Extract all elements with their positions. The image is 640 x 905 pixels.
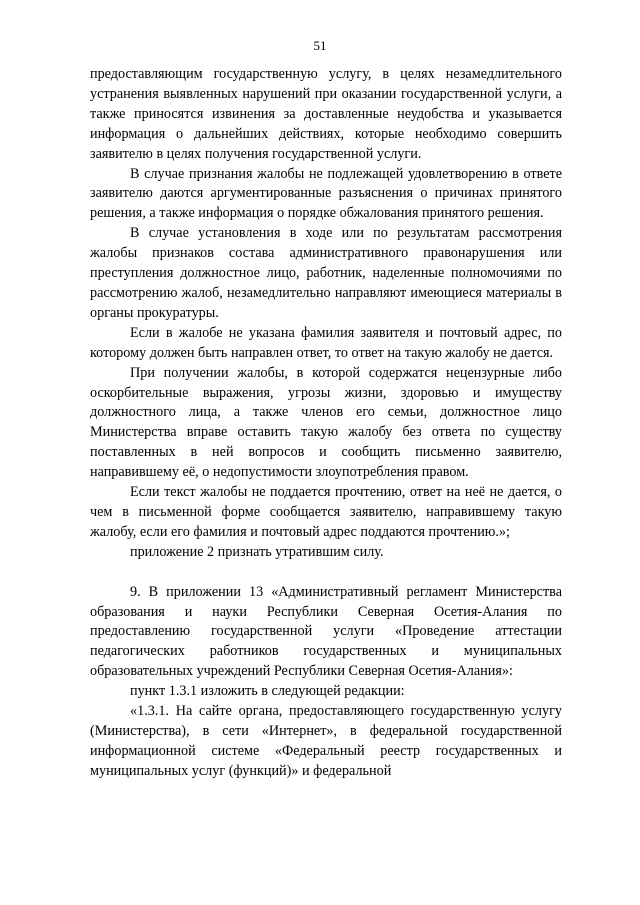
paragraph: Если текст жалобы не поддается прочтению, ответ на неё не дается, о чем в письменной форме сообщается заявителю, направившему такую жалобу, если его фамилия и почтовый адрес поддаются прочтению.»;	[90, 484, 562, 540]
paragraph: В случае признания жалобы не подлежащей удовлетворению в ответе заявителю даются аргументированные разъяснения о причинах принятого решения, а также информация о порядке обжалования принятого решения.	[90, 165, 562, 222]
paragraph-continuation: предоставляющим государственную услугу, в целях незамедлительного устранения выявленных нарушений при оказании государственной услуги, а также приносятся извинения за доставленные неудобства и указывается информация о дальнейших действиях, которые необходимо совершить заявителю в целях получения государственной услуги.	[90, 66, 562, 162]
paragraph: пункт 1.3.1 изложить в следующей редакции:	[130, 683, 405, 700]
paragraph: приложение 2 признать утратившим силу.	[130, 543, 384, 560]
body-text	[90, 65, 562, 782]
paragraph-item-9: 9. В приложении 13 «Административный регламент Министерства образования и науки Республики Северная Осетия-Алания по предоставлению государственной услуги «Проведение аттестации педагогических работников государственных и муниципальных образовательных учреждений Республики Северная Осетия-Алания»:	[90, 583, 562, 680]
page-number: 51	[313, 38, 327, 53]
paragraph: В случае установления в ходе или по результатам рассмотрения жалобы признаков состава административного правонарушения или преступления должностное лицо, работник, наделенные полномочиями по рассмотрению жалоб, незамедлительно направляют имеющиеся материалы в органы прокуратуры.	[90, 225, 562, 321]
paragraph: Если в жалобе не указана фамилия заявителя и почтовый адрес, по которому должен быть направлен ответ, то ответ на такую жалобу не дается.	[90, 324, 562, 361]
paragraph: При получении жалобы, в которой содержатся нецензурные либо оскорбительные выражения, угрозы жизни, здоровью и имуществу должностного лица, а также членов его семьи, должностное лицо Министерства вправе оставить такую жалобу без ответа по существу поставленных в ней вопросов и сообщить письменно заявителю, направившему её, о недопустимости злоупотребления правом.	[90, 364, 562, 481]
paragraph: «1.3.1. На сайте органа, предоставляющего государственную услугу (Министерства), в сети «Интернет», в федеральной государственной информационной системе «Федеральный реестр государственных и муниципальных услуг (функций)» и федеральной	[90, 703, 562, 779]
